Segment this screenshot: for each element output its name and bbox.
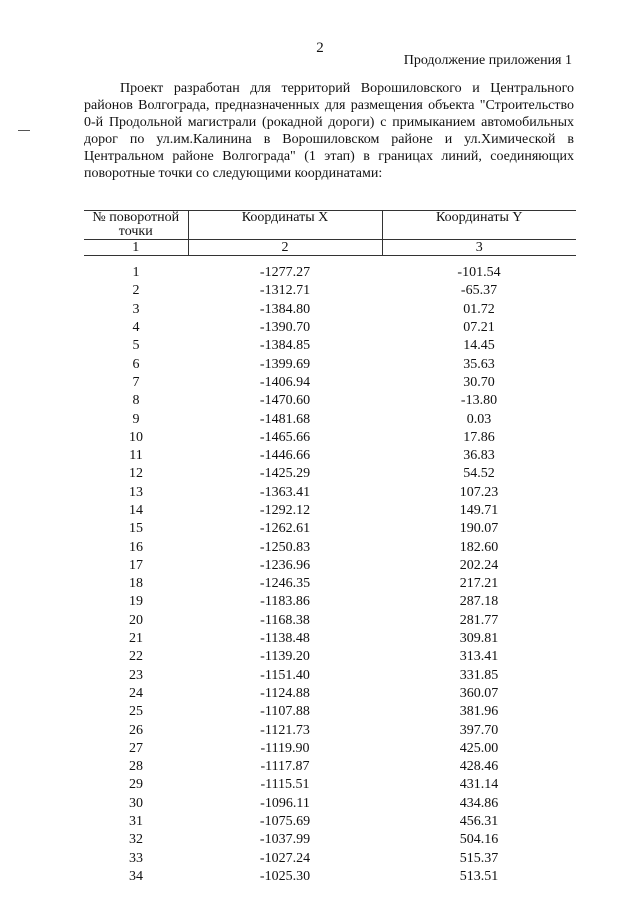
point-number-cell: 16 [129, 539, 143, 555]
point-number-cell: 11 [129, 448, 143, 464]
table-row [84, 429, 576, 447]
point-number-cell: 15 [129, 521, 143, 537]
coord-x-cell: -1277.27 [259, 265, 311, 281]
table-row [84, 484, 576, 502]
table-row [84, 831, 576, 849]
table-row [84, 392, 576, 410]
table-row [84, 758, 576, 776]
coord-x-cell: -1312.71 [259, 283, 311, 299]
coord-x-cell: -1292.12 [259, 503, 311, 518]
coord-x-cell: -1151.40 [260, 667, 310, 683]
point-number-cell: 5 [132, 338, 140, 354]
point-number-cell: 7 [132, 374, 140, 390]
coord-x-cell: -1390.70 [259, 320, 311, 336]
point-number-cell: 31 [129, 814, 143, 830]
coord-x-cell: -1107.88 [260, 704, 310, 720]
point-number-cell: 17 [129, 557, 143, 573]
coord-y-cell: -13.80 [460, 393, 498, 409]
coordinates-table [84, 210, 576, 886]
coord-x-cell: -1470.60 [259, 393, 311, 409]
table-row [84, 355, 576, 373]
table-row [84, 740, 576, 758]
point-number-cell: 12 [129, 466, 143, 482]
coord-x-cell: -1025.30 [259, 868, 311, 884]
coord-x-cell: -1406.94 [259, 374, 311, 390]
coord-y-cell: 313.41 [459, 649, 499, 665]
point-number-cell: 21 [129, 631, 143, 647]
table-row [84, 685, 576, 703]
header-coord-y: Координаты Y [382, 211, 576, 240]
table-row [84, 813, 576, 831]
table-row [84, 374, 576, 392]
point-number-cell: 28 [129, 759, 143, 775]
point-number-cell: 29 [129, 777, 143, 793]
coord-x-cell: -1119.90 [260, 740, 310, 756]
coord-y-cell: 35.63 [463, 356, 495, 372]
point-number-cell: 25 [129, 704, 143, 720]
table-row [84, 721, 576, 739]
table-row [84, 256, 576, 283]
coord-x-cell: -1117.87 [260, 759, 310, 775]
coord-y-cell: 431.14 [459, 777, 499, 793]
margin-mark [18, 130, 30, 131]
point-number-cell: 26 [129, 722, 143, 738]
coord-x-cell: -1236.96 [259, 557, 311, 573]
table-row [84, 593, 576, 611]
coord-x-cell: -1139.20 [260, 649, 310, 665]
point-number-cell: 8 [132, 393, 140, 409]
coord-y-cell: 54.52 [463, 466, 495, 482]
point-number-cell: 27 [129, 740, 143, 756]
coord-y-cell: 182.60 [459, 539, 499, 555]
point-number-cell: 33 [129, 850, 143, 866]
point-number-cell: 32 [129, 832, 143, 848]
table-row [84, 502, 576, 520]
coord-x-cell: -1363.41 [259, 484, 311, 500]
coord-y-cell: -101.54 [457, 265, 501, 281]
intro-paragraph [84, 80, 574, 182]
table-row [84, 465, 576, 483]
coord-x-cell: -1124.88 [260, 685, 310, 701]
coord-x-cell: -1027.24 [259, 850, 311, 866]
point-number-cell: 23 [129, 667, 143, 683]
point-number-cell: 2 [132, 283, 140, 299]
coord-x-cell: -1384.85 [259, 338, 311, 354]
coord-x-cell: -1384.80 [259, 301, 311, 317]
coord-y-cell: 397.70 [459, 722, 499, 738]
table-column-number-row [84, 240, 576, 256]
table-row [84, 282, 576, 300]
coord-x-cell: -1465.66 [259, 429, 311, 445]
header-coord-x: Координаты X [188, 211, 382, 240]
coord-y-cell: 504.16 [459, 832, 499, 848]
table-row [84, 301, 576, 319]
coord-y-cell: 515.37 [459, 850, 499, 866]
coord-y-cell: 281.77 [459, 612, 499, 628]
column-number: 3 [382, 240, 576, 256]
coord-x-cell: -1262.61 [259, 521, 311, 537]
intro-text: Проект разработан для территорий Ворошиловского и Центрального районов Волгограда, предназначенных для размещения объекта "Строительство 0-й Продольной магистрали (рокадной дороги) с примыканием автомобильных дорог по ул.им.Калинина в Ворошиловском районе и ул.Химической в Центральном районе Волгограда" (1 этап) в границах линий, соединяющих поворотные точки со следующими координатами: [84, 81, 574, 181]
coord-x-cell: -1138.48 [260, 631, 310, 647]
coord-x-cell: -1075.69 [259, 814, 311, 830]
coord-y-cell: 0.03 [466, 411, 492, 427]
table-row [84, 520, 576, 538]
coord-y-cell: 202.24 [459, 557, 499, 573]
point-number-cell: 18 [129, 576, 143, 592]
table-row [84, 776, 576, 794]
coord-y-cell: 287.18 [459, 594, 499, 610]
coord-y-cell: 107.23 [459, 484, 499, 500]
point-number-cell: 3 [132, 301, 140, 317]
coord-y-cell: 01.72 [463, 301, 495, 317]
point-number-cell: 1 [132, 265, 140, 281]
coord-y-cell: 513.51 [459, 868, 499, 884]
page-number: 2 [316, 40, 324, 56]
column-number: 1 [84, 240, 188, 256]
point-number-cell: 9 [132, 411, 140, 427]
table-row [84, 703, 576, 721]
coord-x-cell: -1246.35 [259, 576, 311, 592]
table-row [84, 575, 576, 593]
point-number-cell: 24 [129, 685, 143, 701]
coord-y-cell: 360.07 [459, 685, 499, 701]
coord-x-cell: -1481.68 [259, 411, 311, 427]
coord-y-cell: 190.07 [459, 521, 499, 537]
coord-y-cell: 309.81 [459, 631, 499, 647]
coord-y-cell: 428.46 [459, 759, 499, 775]
coord-x-cell: -1037.99 [259, 832, 311, 848]
column-number: 2 [188, 240, 382, 256]
coord-x-cell: -1096.11 [260, 795, 310, 811]
coord-y-cell: 30.70 [463, 374, 495, 390]
table-row [84, 538, 576, 556]
point-number-cell: 4 [132, 320, 140, 336]
table-row [84, 557, 576, 575]
table-row [84, 337, 576, 355]
table-row [84, 319, 576, 337]
header-point-number: № поворотной точки [84, 211, 188, 240]
coord-y-cell: 07.21 [463, 320, 495, 336]
table-row [84, 410, 576, 428]
coord-y-cell: 381.96 [459, 704, 499, 720]
table-row [84, 667, 576, 685]
coord-y-cell: 36.83 [463, 448, 495, 464]
table-row [84, 795, 576, 813]
table-row [84, 868, 576, 886]
table-header-row [84, 211, 576, 240]
coord-x-cell: -1115.51 [260, 777, 310, 793]
coord-y-cell: 217.21 [459, 576, 499, 592]
coord-x-cell: -1168.38 [260, 612, 310, 628]
coord-y-cell: 425.00 [459, 740, 499, 756]
point-number-cell: 13 [129, 484, 143, 500]
coord-y-cell: 17.86 [463, 429, 495, 445]
continuation-label: Продолжение приложения 1 [403, 53, 572, 68]
coord-x-cell: -1250.83 [259, 539, 311, 555]
point-number-cell: 14 [129, 503, 143, 518]
point-number-cell: 6 [132, 356, 140, 372]
coord-x-cell: -1183.86 [260, 594, 310, 610]
table-row [84, 850, 576, 868]
table-row [84, 447, 576, 465]
point-number-cell: 34 [129, 868, 143, 884]
table-row [84, 630, 576, 648]
coord-x-cell: -1399.69 [259, 356, 311, 372]
coord-y-cell: -65.37 [460, 283, 498, 299]
point-number-cell: 19 [129, 594, 143, 610]
coord-y-cell: 456.31 [459, 814, 499, 830]
coord-x-cell: -1425.29 [259, 466, 311, 482]
coord-x-cell: -1446.66 [259, 448, 311, 464]
coord-y-cell: 14.45 [463, 338, 495, 354]
coord-y-cell: 331.85 [459, 667, 499, 683]
point-number-cell: 20 [129, 612, 143, 628]
point-number-cell: 30 [129, 795, 143, 811]
coord-y-cell: 149.71 [459, 503, 499, 518]
point-number-cell: 22 [129, 649, 143, 665]
coord-x-cell: -1121.73 [260, 722, 310, 738]
table-row [84, 612, 576, 630]
table-row [84, 648, 576, 666]
coord-y-cell: 434.86 [459, 795, 499, 811]
point-number-cell: 10 [129, 429, 143, 445]
